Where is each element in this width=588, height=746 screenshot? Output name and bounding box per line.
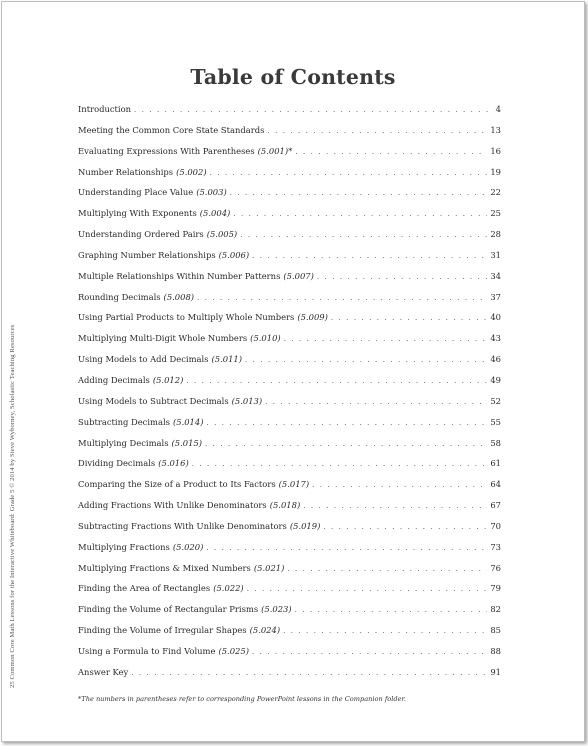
toc-entry-leader-dots [317, 273, 487, 281]
toc-entry-page-number: 13 [490, 124, 501, 135]
toc-entry-lesson-code: (5.003) [196, 187, 227, 198]
toc-entry-page-number: 73 [490, 541, 501, 552]
toc-entry-page-number: 67 [490, 500, 501, 511]
toc-entry-lesson-code: (5.024) [249, 625, 281, 636]
toc-entry-page-number: 16 [490, 145, 501, 156]
toc-entry [78, 604, 501, 625]
toc-entry-leader-dots [331, 314, 487, 322]
toc-entry-leader-dots [134, 106, 493, 114]
toc-entry-title: Dividing Decimals [78, 458, 156, 469]
toc-entry-title: Meeting the Common Core State Standards [78, 124, 265, 135]
side-credit-line: 25 Common Core Math Lessons for the Interactive Whiteboard: Grade 5 © 2014 by Steve Wyborney, Scholastic Teaching Resources [9, 324, 16, 688]
toc-entry [78, 208, 501, 229]
toc-entry-title: Using Partial Products to Multiply Whole Numbers [78, 312, 295, 323]
toc-entry-lesson-code: (5.002) [176, 166, 207, 177]
table-of-contents [78, 104, 501, 688]
toc-entry-page-number: 79 [490, 583, 501, 594]
toc-entry-lesson-code: (5.021) [253, 562, 285, 573]
toc-entry-leader-dots [252, 252, 487, 260]
toc-entry-title: Multiplying Multi-Digit Whole Numbers [78, 333, 248, 344]
toc-entry [78, 167, 501, 188]
toc-entry [78, 187, 501, 208]
toc-entry-page-number: 64 [490, 479, 501, 490]
toc-entry-title: Subtracting Fractions With Unlike Denominators [78, 520, 287, 531]
toc-entry-lesson-code: (5.023) [261, 604, 292, 615]
toc-entry [78, 500, 501, 521]
toc-entry-leader-dots [206, 544, 487, 552]
toc-entry-leader-dots [252, 648, 487, 656]
toc-entry-page-number: 58 [490, 437, 501, 448]
page-title: Table of Contents [190, 65, 396, 89]
toc-entry-page-number: 43 [490, 333, 501, 344]
toc-entry-lesson-code: (5.022) [213, 583, 244, 594]
toc-entry-title: Using a Formula to Find Volume [78, 645, 216, 656]
toc-entry-title: Number Relationships [78, 166, 174, 177]
toc-entry-leader-dots [233, 210, 487, 218]
toc-entry-title: Multiplying Fractions [78, 541, 170, 552]
toc-entry [78, 458, 501, 479]
toc-entry-lesson-code: (5.011) [211, 354, 242, 365]
toc-entry-lesson-code: (5.010) [250, 333, 281, 344]
toc-entry-leader-dots [287, 565, 487, 573]
toc-entry-leader-dots [295, 148, 487, 156]
toc-entry-title: Comparing the Size of a Product to Its Factors [78, 479, 276, 490]
toc-entry-page-number: 70 [490, 520, 501, 531]
toc-entry-page-number: 88 [490, 645, 501, 656]
toc-entry-page-number: 28 [490, 229, 501, 240]
toc-entry-page-number: 85 [490, 625, 501, 636]
toc-entry-leader-dots [265, 398, 487, 406]
toc-entry-page-number: 46 [490, 354, 501, 365]
toc-entry [78, 250, 501, 271]
toc-entry-page-number: 34 [490, 270, 501, 281]
toc-entry-leader-dots [192, 460, 488, 468]
toc-entry [78, 417, 501, 438]
toc-entry [78, 625, 501, 646]
toc-entry-lesson-code: (5.016) [158, 458, 189, 469]
toc-entry-title: Finding the Volume of Rectangular Prisms [78, 604, 259, 615]
toc-entry-lesson-code: (5.008) [163, 291, 195, 302]
toc-entry-lesson-code: (5.013) [231, 395, 263, 406]
toc-entry-page-number: 76 [490, 562, 501, 573]
toc-entry-lesson-code: (5.017) [278, 479, 310, 490]
toc-entry-page-number: 52 [490, 395, 501, 406]
toc-entry-title: Finding the Volume of Irregular Shapes [78, 625, 247, 636]
toc-entry-lesson-code: (5.012) [152, 374, 184, 385]
toc-entry-leader-dots [283, 627, 487, 635]
toc-entry-page-number: 82 [490, 604, 501, 615]
toc-entry-title: Introduction [78, 104, 132, 114]
toc-entry-title: Understanding Place Value [78, 187, 194, 198]
toc-entry-lesson-code: (5.020) [172, 541, 204, 552]
toc-entry [78, 146, 501, 167]
toc-entry-title: Answer Key [78, 666, 129, 677]
toc-entry-title: Using Models to Subtract Decimals [78, 395, 229, 406]
toc-entry [78, 271, 501, 292]
toc-entry [78, 521, 501, 542]
toc-entry [78, 563, 501, 584]
toc-entry-title: Adding Decimals [78, 374, 150, 385]
toc-entry-lesson-code: (5.001)* [257, 145, 293, 156]
toc-entry-leader-dots [323, 523, 487, 531]
toc-entry [78, 646, 501, 667]
toc-entry-page-number: 19 [490, 166, 501, 177]
toc-entry-leader-dots [197, 294, 487, 302]
toc-entry-lesson-code: (5.019) [289, 520, 321, 531]
toc-entry [78, 542, 501, 563]
toc-entry-page-number: 40 [490, 312, 501, 323]
toc-entry [78, 229, 501, 250]
toc-entry-title: Using Models to Add Decimals [78, 354, 209, 365]
toc-entry-page-number: 49 [490, 374, 501, 385]
footnote: *The numbers in parentheses refer to corresponding PowerPoint lessons in the Companion folder. [78, 695, 407, 703]
toc-entry-leader-dots [245, 356, 487, 364]
toc-entry [78, 292, 501, 313]
toc-entry-leader-dots [247, 585, 488, 593]
toc-entry-page-number: 91 [490, 666, 501, 677]
toc-entry [78, 333, 501, 354]
toc-entry-leader-dots [230, 189, 488, 197]
toc-entry-lesson-code: (5.009) [297, 312, 328, 323]
document-page [1, 1, 585, 742]
toc-entry-title: Multiplying With Exponents [78, 208, 197, 219]
toc-entry-title: Subtracting Decimals [78, 416, 170, 427]
toc-entry-page-number: 22 [490, 187, 501, 198]
toc-entry-lesson-code: (5.015) [171, 437, 203, 448]
toc-entry-title: Multiplying Fractions & Mixed Numbers [78, 562, 251, 573]
toc-entry [78, 354, 501, 375]
toc-entry-page-number: 31 [490, 249, 501, 260]
toc-entry-title: Multiple Relationships Within Number Patterns [78, 270, 281, 281]
toc-entry-lesson-code: (5.018) [269, 500, 301, 511]
toc-entry-leader-dots [267, 127, 487, 135]
toc-entry [78, 125, 501, 146]
toc-entry [78, 375, 501, 396]
toc-entry [78, 104, 501, 125]
toc-entry [78, 479, 501, 500]
toc-entry-leader-dots [284, 335, 488, 343]
toc-entry-leader-dots [131, 669, 487, 677]
toc-entry-lesson-code: (5.006) [218, 249, 250, 260]
toc-entry-lesson-code: (5.025) [218, 645, 249, 656]
toc-entry-leader-dots [240, 231, 487, 239]
toc-entry-title: Multiplying Decimals [78, 437, 169, 448]
toc-entry-page-number: 61 [490, 458, 501, 469]
toc-entry-lesson-code: (5.005) [206, 229, 238, 240]
toc-entry-page-number: 37 [490, 291, 501, 302]
toc-entry-title: Evaluating Expressions With Parentheses [78, 145, 255, 156]
toc-entry-lesson-code: (5.014) [172, 416, 204, 427]
toc-entry-title: Rounding Decimals [78, 291, 161, 302]
toc-entry-leader-dots [205, 440, 487, 448]
toc-entry-title: Graphing Number Relationships [78, 249, 216, 260]
toc-entry [78, 583, 501, 604]
toc-entry-leader-dots [312, 481, 487, 489]
toc-entry-title: Understanding Ordered Pairs [78, 229, 204, 240]
toc-entry [78, 312, 501, 333]
toc-entry [78, 438, 501, 459]
toc-entry-lesson-code: (5.007) [283, 270, 314, 281]
toc-entry-leader-dots [210, 169, 488, 177]
toc-entry-title: Finding the Area of Rectangles [78, 583, 211, 594]
toc-entry-page-number: 55 [490, 416, 501, 427]
toc-entry [78, 396, 501, 417]
toc-entry-leader-dots [206, 419, 487, 427]
toc-entry-leader-dots [186, 377, 487, 385]
toc-entry [78, 667, 501, 688]
toc-entry-leader-dots [295, 606, 488, 614]
toc-entry-page-number: 4 [495, 104, 501, 114]
toc-entry-page-number: 25 [490, 208, 501, 219]
toc-entry-title: Adding Fractions With Unlike Denominators [78, 500, 267, 511]
toc-entry-lesson-code: (5.004) [199, 208, 231, 219]
toc-entry-leader-dots [303, 502, 487, 510]
